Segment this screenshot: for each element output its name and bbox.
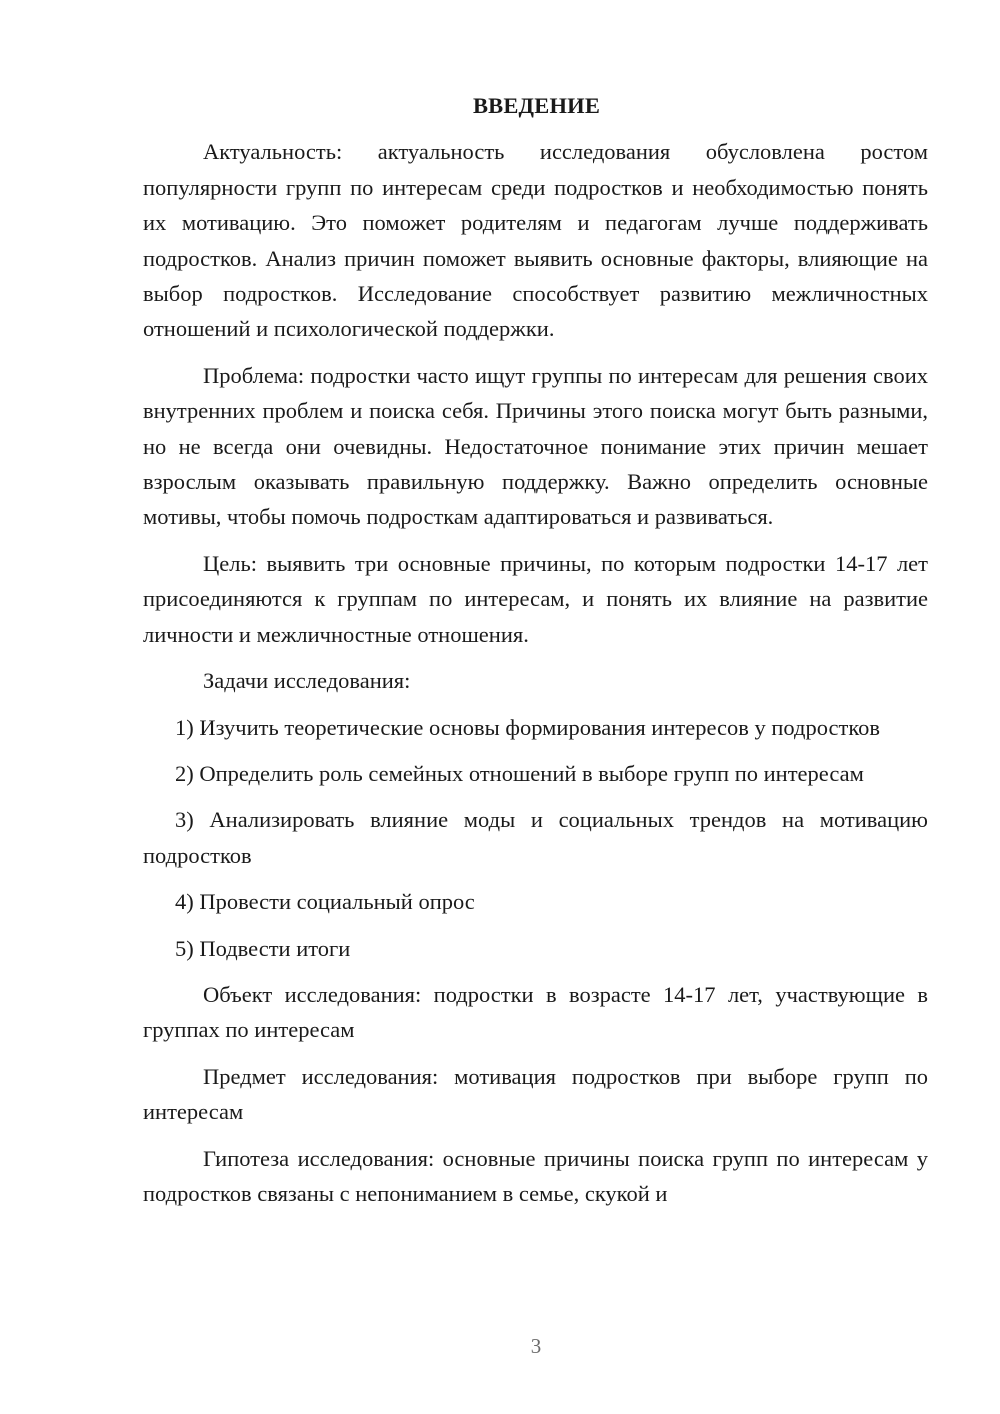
task-item-3: 3) Анализировать влияние моды и социальных трендов на мотивацию подростков	[143, 807, 928, 868]
task-item-2: 2) Определить роль семейных отношений в выборе групп по интересам	[175, 760, 864, 786]
task-item-4: 4) Провести социальный опрос	[175, 889, 475, 915]
goal-paragraph: Цель: выявить три основные причины, по которым подростки 14-17 лет присоединяются к группам по интересам, и понять их влияние на развитие личности и межличностные отношения.	[143, 550, 928, 647]
object-paragraph: Объект исследования: подростки в возрасте 14-17 лет, участвующие в группах по интересам	[143, 981, 928, 1043]
task-item-1: 1) Изучить теоретические основы формирования интересов у подростков	[175, 714, 881, 740]
section-title: ВВЕДЕНИЕ	[472, 93, 601, 118]
task-item-5: 5) Подвести итоги	[175, 935, 351, 961]
relevance-paragraph: Актуальность: актуальность исследования обусловлена ростом популярности групп по интересам среди подростков и необходимостью понять их мотивацию. Это поможет родителям и педагогам лучше поддерживать подростков. Анализ причин поможет выявить основные факторы, влияющие на выбор подростков. Исследование способствует развитию межличностных отношений и психологической поддержки.	[143, 139, 928, 342]
hypothesis-paragraph: Гипотеза исследования: основные причины поиска групп по интересам у подростков связаны с непониманием в семье, скукой и	[143, 1145, 928, 1206]
page-number: 3	[530, 1334, 542, 1358]
subject-paragraph: Предмет исследования: мотивация подростков при выборе групп по интересам	[143, 1063, 928, 1125]
document-page	[143, 88, 928, 1211]
tasks-heading: Задачи исследования:	[203, 668, 411, 694]
problem-paragraph: Проблема: подростки часто ищут группы по интересам для решения своих внутренних проблем и поиска себя. Причины этого поиска могут быть разными, но не всегда они очевидны. Недостаточное понимание этих причин мешает взрослым оказывать правильную поддержку. Важно определить основные мотивы, чтобы помочь подросткам адаптироваться и развиваться.	[143, 362, 928, 530]
